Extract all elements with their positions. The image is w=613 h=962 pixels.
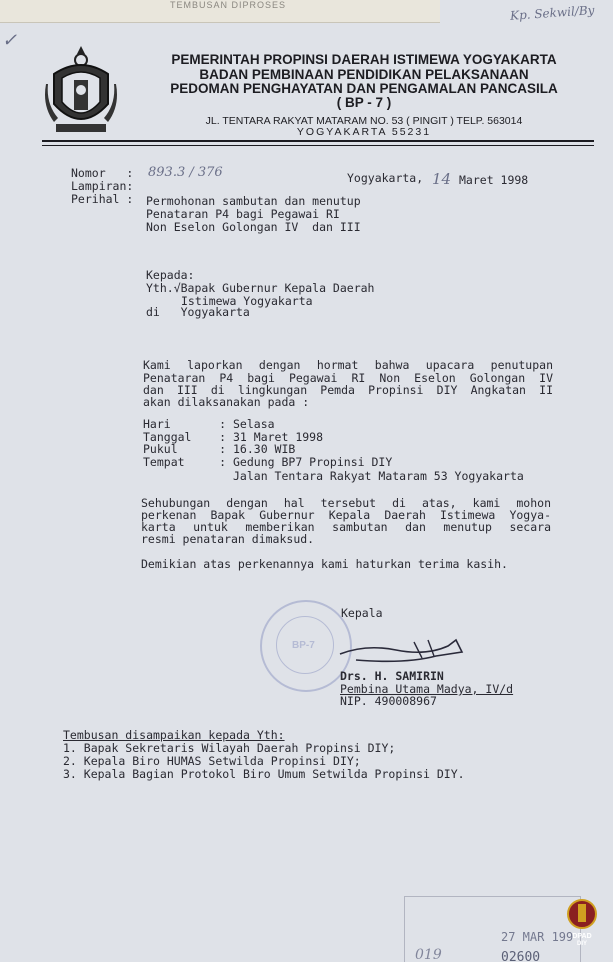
watermark-text-1: DPAD xyxy=(572,933,592,940)
handwritten-annotation: Kp. Sekwil/By xyxy=(509,3,595,23)
body-p1-line-3: dan III di lingkungan Pemda Propinsi DIY Angkatan II xyxy=(143,383,553,397)
signatory-name: Drs. H. SAMIRIN xyxy=(340,669,444,683)
recipient-line-3: di Yogyakarta xyxy=(146,305,250,319)
body-p2-line-4: resmi penataran dimaksud. xyxy=(141,532,315,546)
body-p1-line-1: Kami laporkan dengan hormat bahwa upacara penutupan xyxy=(143,358,553,372)
letterhead-address: JL. TENTARA RAKYAT MATARAM NO. 53 ( PINGIT ) TELP. 563014 xyxy=(205,115,523,127)
perihal-label: Perihal : xyxy=(71,192,134,206)
body-p2-line-1: Sehubungan dengan hal tersebut di atas, kami mohon xyxy=(141,496,551,510)
detail-tempat-address: Jalan Tentara Rakyat Mataram 53 Yogyakarta xyxy=(143,469,524,483)
body-p2-line-3: karta untuk memberikan sambutan dan menutup secara xyxy=(141,520,551,534)
date-suffix: Maret 1998 xyxy=(459,173,529,187)
detail-tempat: Tempat : Gedung BP7 Propinsi DIY xyxy=(143,455,393,469)
cc-heading: Tembusan disampaikan kepada Yth: xyxy=(63,728,285,742)
watermark-text-2: DIY xyxy=(576,941,588,946)
perihal-line-1: Permohonan sambutan dan menutup xyxy=(146,194,361,208)
recipient-line-2: Istimewa Yogyakarta xyxy=(181,294,313,308)
lampiran-label: Lampiran: xyxy=(71,179,134,193)
signatory-nip: NIP. 490008967 xyxy=(340,694,437,708)
detail-hari: Hari : Selasa xyxy=(143,417,275,431)
recipient-line-1: Yth.√Bapak Gubernur Kepala Daerah xyxy=(146,281,375,295)
letterhead-rule-thin xyxy=(42,145,594,146)
cc-item-2: 2. Kepala Biro HUMAS Setwilda Propinsi DIY; xyxy=(63,754,361,768)
signatory-rank: Pembina Utama Madya, IV/d xyxy=(340,682,514,696)
detail-tanggal: Tanggal : 31 Maret 1998 xyxy=(143,430,324,444)
signature-title: Kepala xyxy=(341,606,383,620)
nomor-label: Nomor : xyxy=(71,166,134,180)
detail-pukul: Pukul : 16.30 WIB xyxy=(143,442,296,456)
body-p2-line-2: perkenan Bapak Gubernur Kepala Daerah Istimewa Yogya- xyxy=(141,508,551,522)
letterhead-line-2: BADAN PEMBINAAN PENDIDIKAN PELAKSANAAN xyxy=(199,67,529,82)
body-p1-line-4: akan dilaksanakan pada : xyxy=(143,395,310,409)
nomor-value: 893.3 / 376 xyxy=(148,165,223,180)
letterhead-line-3: PEDOMAN PENGHAYATAN DAN PENGAMALAN PANCASILA xyxy=(170,81,558,96)
handwritten-signature xyxy=(336,634,468,668)
margin-mark: ✓ xyxy=(2,30,18,51)
receipt-number-2: 02600 xyxy=(501,950,541,962)
receipt-number-1: 019 xyxy=(415,947,442,962)
letterhead-line-4: ( BP - 7 ) xyxy=(336,95,392,110)
strip-text: TEMBUSAN DIPROSES xyxy=(170,0,287,10)
yogyakarta-emblem-icon xyxy=(44,44,118,136)
archive-watermark-icon xyxy=(565,896,599,946)
recipient-kepada: Kepada: xyxy=(146,268,195,282)
cc-item-3: 3. Kepala Bagian Protokol Biro Umum Setwilda Propinsi DIY. xyxy=(63,767,465,781)
perihal-line-2: Penataran P4 bagi Pegawai RI xyxy=(146,207,340,221)
letterhead-line-1: PEMERINTAH PROPINSI DAERAH ISTIMEWA YOGYAKARTA xyxy=(171,52,557,67)
letterhead-city: YOGYAKARTA 55231 xyxy=(296,126,432,138)
receipt-stamp xyxy=(404,896,581,962)
date-day: 14 xyxy=(432,170,452,188)
letterhead-rule-thick xyxy=(42,140,594,142)
perihal-line-3: Non Eselon Golongan IV dan III xyxy=(146,220,361,234)
top-paper-strip xyxy=(0,0,440,23)
body-p1-line-2: Penataran P4 bagi Pegawai RI Non Eselon Golongan IV xyxy=(143,371,553,385)
stamp-text: BP-7 xyxy=(292,640,315,651)
receipt-date: 27 MAR 199 xyxy=(501,930,574,944)
body-closing: Demikian atas perkenannya kami haturkan terima kasih. xyxy=(141,557,508,571)
cc-item-1: 1. Bapak Sekretaris Wilayah Daerah Propinsi DIY; xyxy=(63,741,396,755)
date-prefix: Yogyakarta, xyxy=(347,171,424,185)
